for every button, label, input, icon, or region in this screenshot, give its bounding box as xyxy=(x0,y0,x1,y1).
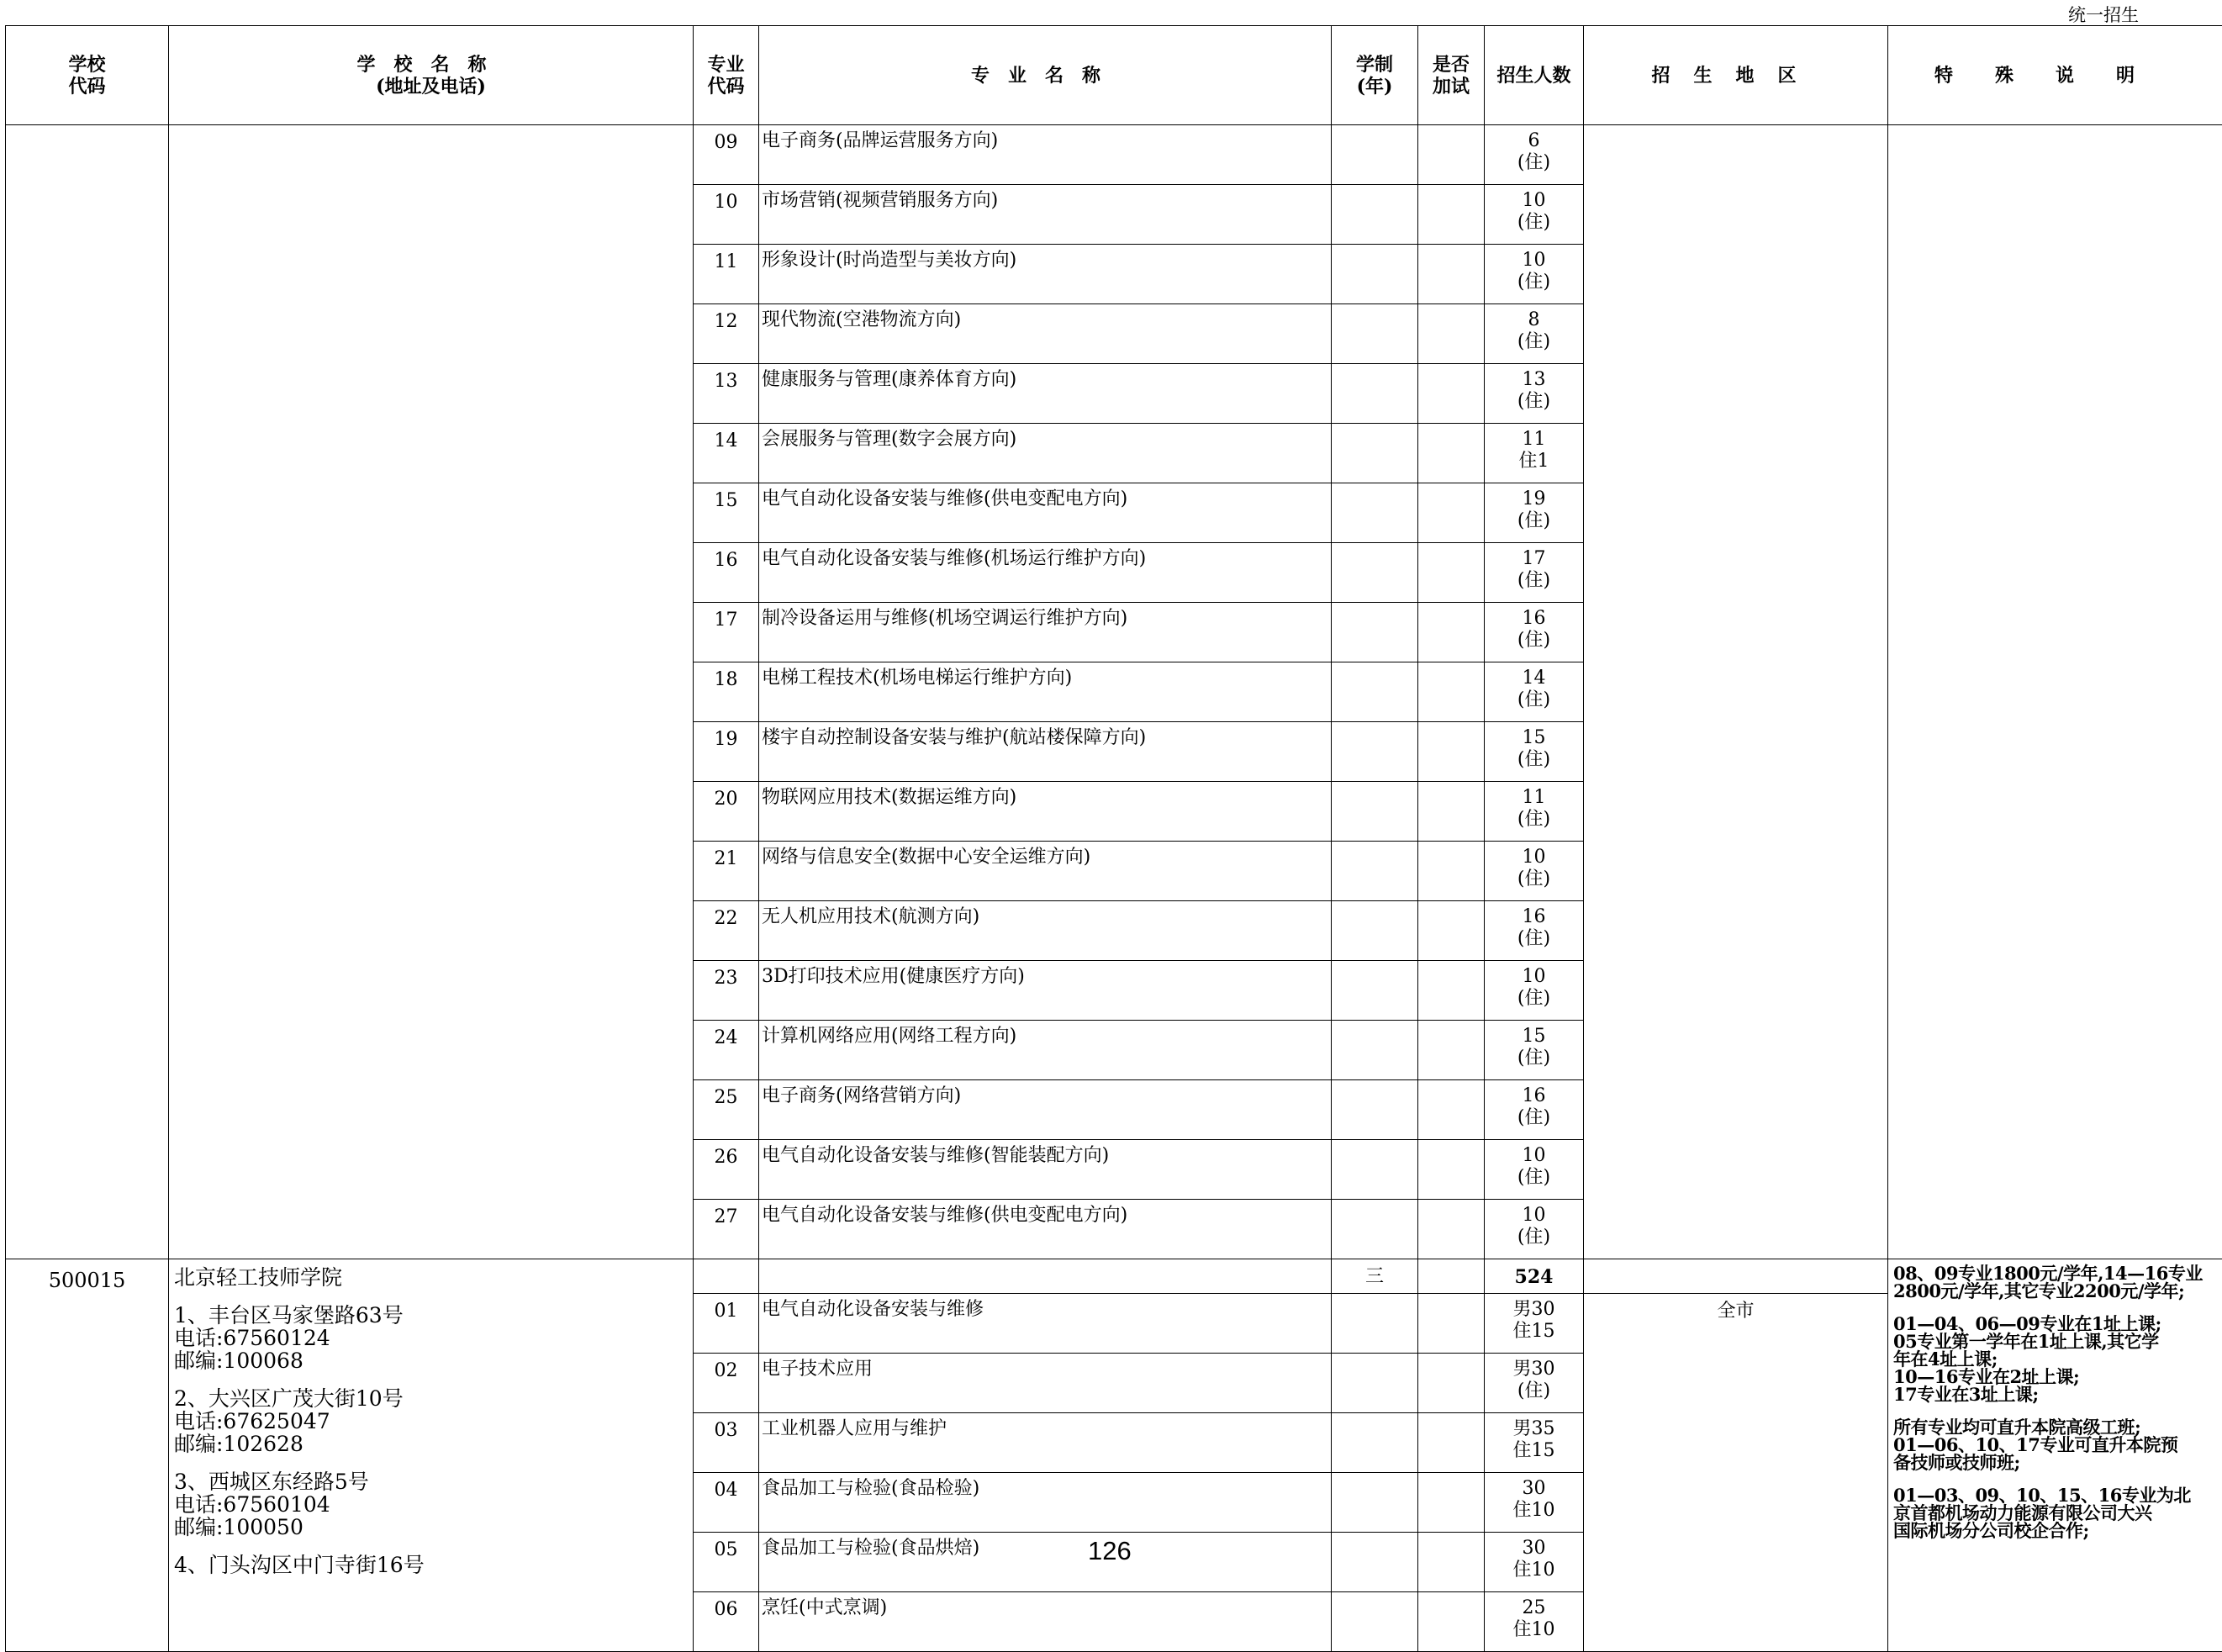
address-line: 电话:67625047 xyxy=(174,1410,693,1433)
enroll-count: 25 xyxy=(1485,1597,1583,1619)
major-name: 现代物流(空港物流方向) xyxy=(762,309,1331,331)
duration-cell xyxy=(1332,304,1418,364)
header-major-name: 专业名称 xyxy=(759,26,1332,125)
boarding-note: (住) xyxy=(1485,570,1583,592)
enroll-count: 10 xyxy=(1485,1205,1583,1227)
enroll-count: 19 xyxy=(1485,488,1583,510)
enroll-count-cell xyxy=(1485,662,1584,722)
extra-test-cell xyxy=(1418,901,1485,961)
boarding-note: 住15 xyxy=(1485,1440,1583,1462)
enroll-count: 16 xyxy=(1485,1085,1583,1107)
major-name-cell xyxy=(759,1533,1332,1592)
boarding-note: (住) xyxy=(1485,212,1583,234)
enroll-count-cell xyxy=(1485,424,1584,483)
duration-cell xyxy=(1332,1259,1418,1294)
special-notes xyxy=(1888,1259,2222,1539)
note-line: 2800元/学年,其它专业2200元/学年; xyxy=(1893,1282,2219,1300)
enroll-count: 10 xyxy=(1485,1145,1583,1167)
major-name: 食品加工与检验(食品烘焙) xyxy=(762,1538,1331,1560)
duration-cell xyxy=(1332,961,1418,1021)
major-name-cell xyxy=(759,1200,1332,1259)
boarding-note: (住) xyxy=(1485,1167,1583,1189)
major-code: 15 xyxy=(694,490,758,512)
extra-test-cell xyxy=(1418,483,1485,543)
duration-cell xyxy=(1332,1294,1418,1354)
enroll-count-cell xyxy=(1485,1592,1584,1652)
major-name: 制冷设备运用与维修(机场空调运行维护方向) xyxy=(762,608,1331,630)
duration-cell xyxy=(1332,782,1418,842)
enroll-count: 30 xyxy=(1485,1538,1583,1560)
major-name: 电气自动化设备安装与维修(机场运行维护方向) xyxy=(762,548,1331,570)
major-code: 05 xyxy=(694,1539,758,1561)
page-category-label: 统一招生 xyxy=(2068,2,2139,27)
major-code: 19 xyxy=(694,729,758,751)
enroll-count-cell xyxy=(1485,1473,1584,1533)
school-code: 500015 xyxy=(6,1259,168,1291)
major-code-cell xyxy=(694,722,759,782)
note-line: 01—04、06—09专业在1址上课; xyxy=(1893,1315,2219,1333)
extra-test-cell xyxy=(1418,603,1485,662)
major-name-cell xyxy=(759,1259,1332,1294)
header-enroll-count: 招生人数 xyxy=(1485,26,1584,125)
header-region: 招生地区 xyxy=(1584,26,1888,125)
major-name-cell xyxy=(759,662,1332,722)
enroll-count-cell xyxy=(1485,1200,1584,1259)
extra-test-cell xyxy=(1418,1413,1485,1473)
duration: 三 xyxy=(1332,1266,1417,1288)
major-name-cell xyxy=(759,125,1332,185)
extra-test-cell xyxy=(1418,1140,1485,1200)
enroll-count-cell xyxy=(1485,543,1584,603)
extra-test-cell xyxy=(1418,245,1485,304)
header-school-name: 学校名称 (地址及电话) xyxy=(169,26,694,125)
address-line: 2、大兴区广茂大街10号 xyxy=(174,1387,693,1410)
header-notes: 特殊说明 xyxy=(1888,26,2222,125)
major-code: 04 xyxy=(694,1480,758,1502)
note-line: 备技师或技师班; xyxy=(1893,1454,2219,1471)
enroll-count-cell xyxy=(1485,125,1584,185)
boarding-note: (住) xyxy=(1485,809,1583,831)
enroll-count: 10 xyxy=(1485,847,1583,868)
major-name: 无人机应用技术(航测方向) xyxy=(762,906,1331,928)
major-name: 工业机器人应用与维护 xyxy=(762,1418,1331,1440)
region: 全市 xyxy=(1584,1301,1887,1322)
major-code-cell xyxy=(694,662,759,722)
duration-cell xyxy=(1332,842,1418,901)
enroll-count-cell xyxy=(1485,782,1584,842)
major-code: 03 xyxy=(694,1420,758,1442)
enroll-count: 8 xyxy=(1485,309,1583,331)
address-line: 电话:67560104 xyxy=(174,1493,693,1516)
region-cell-top xyxy=(1584,1259,1888,1294)
address-line: 4、门头沟区中门寺街16号 xyxy=(174,1554,693,1576)
duration-cell xyxy=(1332,245,1418,304)
enroll-count-cell xyxy=(1485,1080,1584,1140)
extra-test-cell xyxy=(1418,543,1485,603)
extra-test-cell xyxy=(1418,1200,1485,1259)
enroll-count: 6 xyxy=(1485,130,1583,152)
major-code: 06 xyxy=(694,1599,758,1621)
major-code-cell xyxy=(694,364,759,424)
enroll-count-cell xyxy=(1485,1021,1584,1080)
school-name-cell xyxy=(169,1259,694,1652)
major-code: 18 xyxy=(694,669,758,691)
enroll-count-cell xyxy=(1485,245,1584,304)
major-name: 市场营销(视频营销服务方向) xyxy=(762,190,1331,212)
major-name-cell xyxy=(759,543,1332,603)
extra-test-cell xyxy=(1418,1533,1485,1592)
region-cell-empty xyxy=(1584,125,1888,1259)
major-name: 物联网应用技术(数据运维方向) xyxy=(762,787,1331,809)
major-name: 电子商务(网络营销方向) xyxy=(762,1085,1331,1107)
school-name: 北京轻工技师学院 xyxy=(174,1266,693,1289)
major-code-cell xyxy=(694,1021,759,1080)
school-address-block xyxy=(169,1259,693,1576)
note-line: 01—06、10、17专业可直升本院预 xyxy=(1893,1436,2219,1454)
note-line: 年在4址上课; xyxy=(1893,1350,2219,1368)
enroll-count-cell xyxy=(1485,603,1584,662)
major-code: 10 xyxy=(694,192,758,214)
boarding-note: 住10 xyxy=(1485,1560,1583,1581)
major-name-cell xyxy=(759,1592,1332,1652)
major-name: 烹饪(中式烹调) xyxy=(762,1597,1331,1619)
extra-test-cell xyxy=(1418,662,1485,722)
major-name-cell xyxy=(759,842,1332,901)
notes-cell-empty xyxy=(1888,125,2222,1259)
major-name-cell xyxy=(759,483,1332,543)
boarding-note: 住1 xyxy=(1485,451,1583,472)
major-code-cell xyxy=(694,543,759,603)
major-name-cell xyxy=(759,722,1332,782)
major-name-cell xyxy=(759,961,1332,1021)
enroll-count-cell xyxy=(1485,842,1584,901)
major-code: 02 xyxy=(694,1360,758,1382)
boarding-note: (住) xyxy=(1485,868,1583,890)
extra-test-cell xyxy=(1418,424,1485,483)
note-line: 所有专业均可直升本院高级工班; xyxy=(1893,1418,2219,1436)
duration-cell xyxy=(1332,722,1418,782)
enroll-count: 30 xyxy=(1485,1478,1583,1500)
total-count: 524 xyxy=(1485,1266,1583,1288)
extra-test-cell xyxy=(1418,961,1485,1021)
duration-cell xyxy=(1332,1533,1418,1592)
enroll-count-cell xyxy=(1485,961,1584,1021)
enroll-count: 男30 xyxy=(1485,1359,1583,1380)
extra-test-cell xyxy=(1418,1592,1485,1652)
major-code: 11 xyxy=(694,251,758,273)
page-number: 126 xyxy=(1088,1536,1132,1566)
major-code-cell xyxy=(694,1592,759,1652)
enrollment-table xyxy=(5,25,2222,1652)
enroll-count: 10 xyxy=(1485,250,1583,272)
duration-cell xyxy=(1332,185,1418,245)
major-name: 计算机网络应用(网络工程方向) xyxy=(762,1026,1331,1048)
enroll-count: 16 xyxy=(1485,608,1583,630)
major-name-cell xyxy=(759,603,1332,662)
enroll-count-cell xyxy=(1485,901,1584,961)
major-code-cell xyxy=(694,1533,759,1592)
enroll-count-cell xyxy=(1485,722,1584,782)
enroll-count-cell xyxy=(1485,1294,1584,1354)
duration-cell xyxy=(1332,1200,1418,1259)
boarding-note: (住) xyxy=(1485,331,1583,353)
major-code-cell xyxy=(694,842,759,901)
enroll-count: 13 xyxy=(1485,369,1583,391)
major-code: 22 xyxy=(694,908,758,930)
boarding-note: (住) xyxy=(1485,689,1583,711)
duration-cell xyxy=(1332,125,1418,185)
extra-test-cell xyxy=(1418,125,1485,185)
duration-cell xyxy=(1332,1021,1418,1080)
duration-cell xyxy=(1332,1354,1418,1413)
header-school-code: 学校 代码 xyxy=(6,26,169,125)
major-code: 21 xyxy=(694,848,758,870)
duration-cell xyxy=(1332,483,1418,543)
major-name-cell xyxy=(759,185,1332,245)
extra-test-cell xyxy=(1418,1294,1485,1354)
major-code-cell xyxy=(694,1200,759,1259)
enroll-count: 15 xyxy=(1485,727,1583,749)
address-line: 电话:67560124 xyxy=(174,1327,693,1349)
extra-test-cell xyxy=(1418,782,1485,842)
enroll-count-cell xyxy=(1485,304,1584,364)
extra-test-cell xyxy=(1418,1259,1485,1294)
enroll-count-cell xyxy=(1485,1533,1584,1592)
enroll-count: 15 xyxy=(1485,1026,1583,1048)
major-code: 16 xyxy=(694,550,758,572)
extra-test-cell xyxy=(1418,364,1485,424)
extra-test-cell xyxy=(1418,1080,1485,1140)
major-name: 食品加工与检验(食品检验) xyxy=(762,1478,1331,1500)
boarding-note: (住) xyxy=(1485,928,1583,950)
address-line: 邮编:100068 xyxy=(174,1349,693,1372)
enroll-count: 11 xyxy=(1485,429,1583,451)
major-code-cell xyxy=(694,782,759,842)
major-name-cell xyxy=(759,1140,1332,1200)
major-code-cell xyxy=(694,185,759,245)
major-code-cell xyxy=(694,1080,759,1140)
enroll-count-cell xyxy=(1485,1140,1584,1200)
major-code: 26 xyxy=(694,1147,758,1169)
address-line: 1、丰台区马家堡路63号 xyxy=(174,1304,693,1327)
note-line: 05专业第一学年在1址上课,其它学 xyxy=(1893,1333,2219,1350)
major-name: 电气自动化设备安装与维修(供电变配电方向) xyxy=(762,488,1331,510)
enroll-count: 男35 xyxy=(1485,1418,1583,1440)
major-code-cell xyxy=(694,304,759,364)
duration-cell xyxy=(1332,1140,1418,1200)
region-cell xyxy=(1584,1294,1888,1652)
enroll-count: 17 xyxy=(1485,548,1583,570)
boarding-note: (住) xyxy=(1485,391,1583,413)
major-name-cell xyxy=(759,1354,1332,1413)
duration-cell xyxy=(1332,1592,1418,1652)
major-name-cell xyxy=(759,245,1332,304)
major-code: 23 xyxy=(694,968,758,990)
duration-cell xyxy=(1332,424,1418,483)
boarding-note: (住) xyxy=(1485,749,1583,771)
major-code-cell xyxy=(694,1354,759,1413)
major-code-cell xyxy=(694,1259,759,1294)
major-code: 27 xyxy=(694,1206,758,1228)
major-name-cell xyxy=(759,1294,1332,1354)
boarding-note: 住10 xyxy=(1485,1500,1583,1522)
school-code-cell xyxy=(6,1259,169,1652)
major-name-cell xyxy=(759,782,1332,842)
major-code-cell xyxy=(694,1413,759,1473)
note-line: 京首都机场动力能源有限公司大兴 xyxy=(1893,1504,2219,1522)
boarding-note: (住) xyxy=(1485,630,1583,652)
header-duration: 学制 (年) xyxy=(1332,26,1418,125)
enroll-count-cell xyxy=(1485,483,1584,543)
major-name: 电气自动化设备安装与维修 xyxy=(762,1299,1331,1321)
note-line: 08、09专业1800元/学年,14—16专业 xyxy=(1893,1264,2219,1282)
duration-cell xyxy=(1332,1080,1418,1140)
enroll-count: 10 xyxy=(1485,190,1583,212)
boarding-note: (住) xyxy=(1485,1380,1583,1402)
duration-cell xyxy=(1332,603,1418,662)
boarding-note: (住) xyxy=(1485,152,1583,174)
major-code-cell xyxy=(694,125,759,185)
major-name-cell xyxy=(759,1021,1332,1080)
extra-test-cell xyxy=(1418,304,1485,364)
major-code-cell xyxy=(694,483,759,543)
duration-cell xyxy=(1332,1473,1418,1533)
duration-cell xyxy=(1332,901,1418,961)
major-name: 电气自动化设备安装与维修(智能装配方向) xyxy=(762,1145,1331,1167)
address-line: 邮编:100050 xyxy=(174,1516,693,1539)
extra-test-cell xyxy=(1418,722,1485,782)
major-code: 01 xyxy=(694,1301,758,1322)
major-code-cell xyxy=(694,961,759,1021)
major-name: 3D打印技术应用(健康医疗方向) xyxy=(762,966,1331,988)
major-code-cell xyxy=(694,1294,759,1354)
boarding-note: (住) xyxy=(1485,510,1583,532)
enroll-count: 14 xyxy=(1485,668,1583,689)
major-name-cell xyxy=(759,1413,1332,1473)
major-name: 电子技术应用 xyxy=(762,1359,1331,1380)
note-line: 国际机场分公司校企合作; xyxy=(1893,1522,2219,1539)
major-code: 12 xyxy=(694,311,758,333)
address-line: 3、西城区东经路5号 xyxy=(174,1470,693,1493)
enroll-count: 16 xyxy=(1485,906,1583,928)
major-name: 健康服务与管理(康养体育方向) xyxy=(762,369,1331,391)
duration-cell xyxy=(1332,662,1418,722)
boarding-note: (住) xyxy=(1485,988,1583,1010)
notes-cell xyxy=(1888,1259,2222,1652)
duration-cell xyxy=(1332,364,1418,424)
major-name: 会展服务与管理(数字会展方向) xyxy=(762,429,1331,451)
major-name: 电梯工程技术(机场电梯运行维护方向) xyxy=(762,668,1331,689)
enroll-count: 10 xyxy=(1485,966,1583,988)
major-name: 电子商务(品牌运营服务方向) xyxy=(762,130,1331,152)
note-line: 01—03、09、10、15、16专业为北 xyxy=(1893,1486,2219,1504)
enroll-count: 11 xyxy=(1485,787,1583,809)
major-code: 24 xyxy=(694,1027,758,1049)
enroll-count-cell xyxy=(1485,1354,1584,1413)
header-extra-test: 是否 加试 xyxy=(1418,26,1485,125)
major-code-cell xyxy=(694,245,759,304)
total-count-cell xyxy=(1485,1259,1584,1294)
duration-cell xyxy=(1332,1413,1418,1473)
major-code-cell xyxy=(694,424,759,483)
major-name-cell xyxy=(759,1473,1332,1533)
header-row xyxy=(6,26,2222,125)
major-code-cell xyxy=(694,901,759,961)
major-name: 网络与信息安全(数据中心安全运维方向) xyxy=(762,847,1331,868)
major-name-cell xyxy=(759,1080,1332,1140)
major-code: 14 xyxy=(694,430,758,452)
header-major-code: 专业 代码 xyxy=(694,26,759,125)
major-code-cell xyxy=(694,1140,759,1200)
enroll-count-cell xyxy=(1485,364,1584,424)
extra-test-cell xyxy=(1418,1354,1485,1413)
major-code: 25 xyxy=(694,1087,758,1109)
major-code: 13 xyxy=(694,371,758,393)
address-line: 邮编:102628 xyxy=(174,1433,693,1455)
extra-test-cell xyxy=(1418,842,1485,901)
major-name: 形象设计(时尚造型与美妆方向) xyxy=(762,250,1331,272)
major-code: 20 xyxy=(694,789,758,810)
note-line: 17专业在3址上课; xyxy=(1893,1385,2219,1403)
extra-test-cell xyxy=(1418,1473,1485,1533)
major-name-cell xyxy=(759,364,1332,424)
major-name-cell xyxy=(759,901,1332,961)
major-name: 楼宇自动控制设备安装与维护(航站楼保障方向) xyxy=(762,727,1331,749)
boarding-note: (住) xyxy=(1485,1048,1583,1069)
boarding-note: (住) xyxy=(1485,1227,1583,1248)
major-code-cell xyxy=(694,1473,759,1533)
major-name: 电气自动化设备安装与维修(供电变配电方向) xyxy=(762,1205,1331,1227)
major-code: 09 xyxy=(694,132,758,154)
enroll-count-cell xyxy=(1485,1413,1584,1473)
major-name-cell xyxy=(759,424,1332,483)
major-name-cell xyxy=(759,304,1332,364)
school-row xyxy=(6,1259,2222,1294)
boarding-note: 住10 xyxy=(1485,1619,1583,1641)
major-code: 17 xyxy=(694,610,758,631)
school-name-cell-empty xyxy=(169,125,694,1259)
extra-test-cell xyxy=(1418,1021,1485,1080)
table-row xyxy=(6,125,2222,185)
duration-cell xyxy=(1332,543,1418,603)
school-code-cell-empty xyxy=(6,125,169,1259)
boarding-note: 住15 xyxy=(1485,1321,1583,1343)
major-code-cell xyxy=(694,603,759,662)
enroll-count: 男30 xyxy=(1485,1299,1583,1321)
extra-test-cell xyxy=(1418,185,1485,245)
boarding-note: (住) xyxy=(1485,272,1583,293)
boarding-note: (住) xyxy=(1485,1107,1583,1129)
note-line: 10—16专业在2址上课; xyxy=(1893,1368,2219,1385)
enroll-count-cell xyxy=(1485,185,1584,245)
